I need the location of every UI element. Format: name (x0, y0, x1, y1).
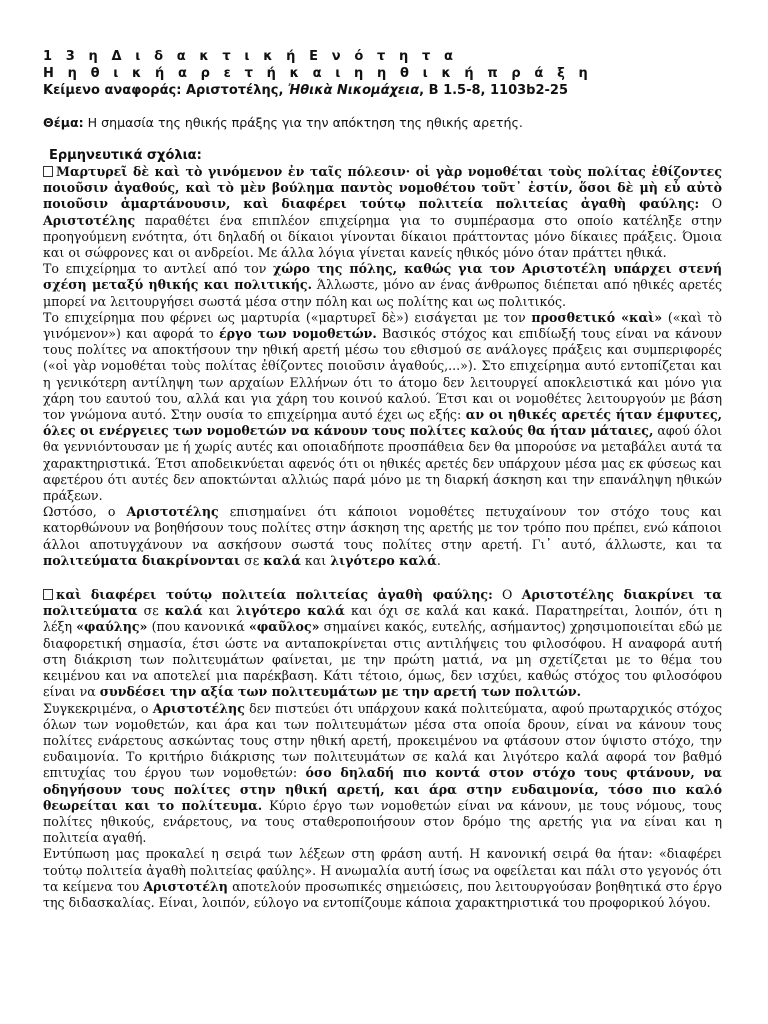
reference-text (43, 82, 722, 99)
text-run: παραθέτει ένα επιπλέον επιχείρημα για το συμπέρασμα στο οποίο κατέληξε στην προηγούμενη ενότητα, ότι δηλαδή οι δίκαιοι γίνονται δίκαιοι πράττοντας μόνο δίκαιες πράξεις. Όμοια και οι σώφρονες και οι ανδρείοι. Με άλλα λόγια γίνεται κανείς ηθικός μόνο όταν πράττει ηθικά. (43, 212, 722, 261)
text-run: (που κανονικά (147, 619, 250, 635)
text-run: και όχι σε καλά και κακά. Παρατηρείται, λοιπόν, ότι η λέξη (43, 603, 722, 635)
reference-work: Ἠθικὰ Νικομάχεια (287, 83, 420, 98)
bold-run: όσο δηλαδή πιο κοντά στον στόχο τους φτάνουν, να οδηγήσουν τους πολίτες στην ηθική αρετή, και άρα στην ευδαιμονία, τόσο πιο καλό θεωρείται και το πολίτευμα. (43, 765, 722, 813)
text-run: σε (137, 603, 165, 619)
theme-text: Η σημασία της ηθικής πράξης για την απόκτηση της ηθικής αρετής. (83, 115, 523, 130)
text-run: Εντύπωση μας προκαλεί η σειρά των λέξεων στη φράση αυτή. Η κανονική σειρά θα ήταν: «διαφέρει τούτῳ πολιτεία ἀγαθὴ πολιτείας φαύλης». Η ανωμαλία αυτή ίσως να οφείλεται και πάλι στο γεγονός ότι τα κείμενα του (43, 846, 722, 894)
text-run: Συγκεκριμένα, ο (43, 700, 153, 716)
reference-suffix: , Β 1.5-8, 1103b2-25 (419, 83, 569, 98)
theme-line (43, 114, 722, 131)
text-run: σημαίνει κακός, ευτελής, ασήμαντος) χρησιμοποιείται εδώ με διαφορετική σημασία, έτσι ώστε να ανταποκρίνεται στις αντιλήψεις του φιλοσόφου. Η αναφορά αυτή στη διάκριση των πολιτευμάτων φαίνεται, με την πρώτη ματιά, να μη σχετίζεται με το θέμα του κειμένου και να αποτελεί μια παρέκβαση. Κάτι τέτοιο, όμως, δεν ισχύει, καθώς στόχος του φιλοσόφου είναι να (43, 619, 722, 700)
text-run: Το επιχείρημα το αντλεί από τον (43, 261, 273, 277)
section2-paragraph2 (43, 701, 722, 847)
bold-run: «φαῦλος» (249, 619, 320, 635)
section1-paragraph1 (43, 164, 722, 261)
section1-paragraph2 (43, 261, 722, 310)
bold-run: λιγότερο καλά (330, 552, 437, 568)
bold-run: χώρο της πόλης, καθώς για τον Αριστοτέλη υπάρχει στενή σχέση μεταξύ ηθικής και πολιτικής. (43, 261, 722, 293)
bold-run: αν οι ηθικές αρετές ήταν έμφυτες, όλες οι ενέργειες των νομοθετών να κάνουν τους πολίτες καλούς θα ήταν μάταιες, (43, 407, 722, 439)
text-run: δεν πιστεύει ότι υπάρχουν κακά πολιτεύματα, αφού πρωταρχικός στόχος όλων των νομοθετών, και άρα και των πολιτευμάτων μέσα στα οποία δρουν, είναι να κάνουν τους πολίτες ενάρετους ασκώντας τους στην ηθική αρετή, προκειμένου να φτάσουν στον ύψιστο στόχο, την ευδαιμονία. Το κριτήριο διάκρισης των πολιτευμάτων σε καλά και λιγότερο καλά αφορά τον βαθμό επιτυχίας του έργου των νομοθετών: (43, 700, 723, 781)
text-run: («καὶ τὸ γινόμενον») και αφορά το (43, 309, 722, 342)
bold-run: «φαύλης» (76, 619, 148, 635)
bold-run: καλά (164, 603, 203, 619)
text-run: Άλλωστε, μόνο αν ένας άνθρωπος διέπεται από ηθικές αρετές μπορεί να λειτουργήσει σωστά μέσα στην πόλη και ως πολίτης και ως πολιτικός. (43, 277, 722, 309)
section1-paragraph3 (43, 310, 722, 504)
theme-label: Θέμα: (43, 115, 84, 130)
text-run: Βασικός στόχος και επιδίωξή τους είναι να κάνουν τους πολίτες να αποκτήσουν την ηθική αρετή μέσω του εθισμού σε ανάλογες πράξεις και συμπεριφορές («οἱ γὰρ νομοθέται τοὺς πολίτας ἐθίζοντες ποιοῦσιν ἀγαθούς,...»). Στο επιχείρημα αυτό εντοπίζεται και η γενικότερη αντίληψη των αρχαίων Ελλήνων ότι το άτομο δεν λειτουργεί αποκλειστικά και μόνο για χάρη του εαυτού του, αλλά και για χάρη του κοινού καλού. Έτσι και οι νομοθέτες λειτουργούν με βάση τον γνώμονα αυτό. Στην ουσία το επιχείρημα αυτό έχει ως εξής: (43, 326, 722, 423)
text-run: αφού όλοι θα γεννιόντουσαν με ή χωρίς αυτές και οποιαδήποτε προσπάθεια δεν θα μπορούσε να μεταβάλει αυτά τα χαρακτηριστικά. Έτσι αποδεικνύεται αφενός ότι οι ηθικές αρετές δεν υπάρχουν μέσα μας εκ φύσεως και αφετέρου ότι αυτές δεν αποκτώνται αλλιώς παρά μόνο με τη διαρκή άσκηση και την επανάληψη ηθικών πράξεων. (43, 423, 723, 504)
text-run: . (436, 552, 441, 568)
bold-run: Αριστοτέλη (143, 878, 228, 894)
text-run: Ωστόσο, ο (43, 504, 127, 520)
text-run: και (202, 603, 237, 619)
bold-run: προσθετικό «καὶ» (531, 309, 663, 325)
text-run: και (300, 552, 331, 568)
section2-quote: καὶ διαφέρει τούτῳ πολιτεία πολιτείας ἀγαθὴ φαύλης: (56, 587, 493, 603)
text-run: Κύριο έργο των νομοθετών είναι να κάνουν, με τους νόμους, τους πολίτες ηθικούς, ενάρετους, να τους σταθεροποιήσουν στον δρόμο της αρετής για να είναι και η πολιτεία αγαθή. (43, 797, 722, 846)
text-run: αποτελούν προσωπικές σημειώσεις, που λειτουργούσαν βοηθητικά στο έργο της διδασκαλίας. Είναι, λοιπόν, εύλογο να εντοπίζουμε κάποια χαρακτηριστικά του προφορικού λόγου. (43, 878, 723, 910)
unit-title: 1 3 η Δ ι δ α κ τ ι κ ή Ε ν ό τ η τ α (43, 49, 458, 64)
text-run: Το επιχείρημα που φέρνει ως μαρτυρία («μαρτυρεῖ δὲ») εισάγεται με τον (43, 309, 532, 325)
bold-run: Αριστοτέλης διακρίνει τα πολιτεύματα (43, 587, 722, 619)
bold-run: πολιτεύματα διακρίνονται (43, 552, 241, 568)
text-run: Ο (699, 196, 723, 212)
bold-run: Αριστοτέλης (152, 700, 245, 716)
bullet-box-icon (43, 166, 53, 177)
section-gap (43, 569, 722, 587)
commentary-heading: Ερμηνευτικά σχόλια: (49, 148, 202, 163)
section1-paragraph4 (43, 504, 722, 569)
text-run: επισημαίνει ότι κάποιοι νομοθέτες πετυχαίνουν τον στόχο τους και κατορθώνουν να βοηθήσουν τους πολίτες στην άσκηση της αρετής με τον τρόπο που πρέπει, ενώ κάποιοι άλλοι αποτυγχάνουν να ασκήσουν σωστά τους πολίτες στην αρετή. Γι᾽ αυτό, άλλωστε, και τα (43, 504, 722, 552)
bold-run: καλά (263, 552, 301, 568)
section1-quote: Μαρτυρεῖ δὲ καὶ τὸ γινόμενον ἐν ταῖς πόλεσιν· οἱ γὰρ νομοθέται τοὺς πολίτας ἐθίζοντες ποιοῦσιν ἀγαθούς, καὶ τὸ μὲν βούλημα παντὸς νομοθέτου τοῦτ᾽ ἐστίν, ὅσοι δὲ μὴ εὖ αὐτὸ ποιοῦσιν ἁμαρτάνουσιν, καὶ διαφέρει τούτῳ πολιτεία πολιτείας ἀγαθὴ φαύλης: (43, 164, 722, 212)
reference-prefix: Κείμενο αναφοράς: Αριστοτέλης, (43, 83, 288, 98)
bold-run: Αριστοτέλης (126, 504, 219, 520)
section2-paragraph3 (43, 846, 722, 911)
bold-run: συνδέσει την αξία των πολιτευμάτων με την αρετή των πολιτών. (99, 684, 582, 700)
bold-run: Αριστοτέλης (43, 212, 136, 228)
bold-run: έργο των νομοθετών. (218, 326, 377, 342)
text-run: σε (240, 552, 264, 568)
text-run: Ο (492, 587, 522, 603)
bold-run: λιγότερο καλά (236, 603, 345, 619)
bullet-box-icon (43, 589, 53, 600)
unit-subtitle: Η η θ ι κ ή α ρ ε τ ή κ α ι η η θ ι κ ή π ρ ά ξ η (43, 66, 593, 81)
section2-paragraph1 (43, 587, 722, 700)
